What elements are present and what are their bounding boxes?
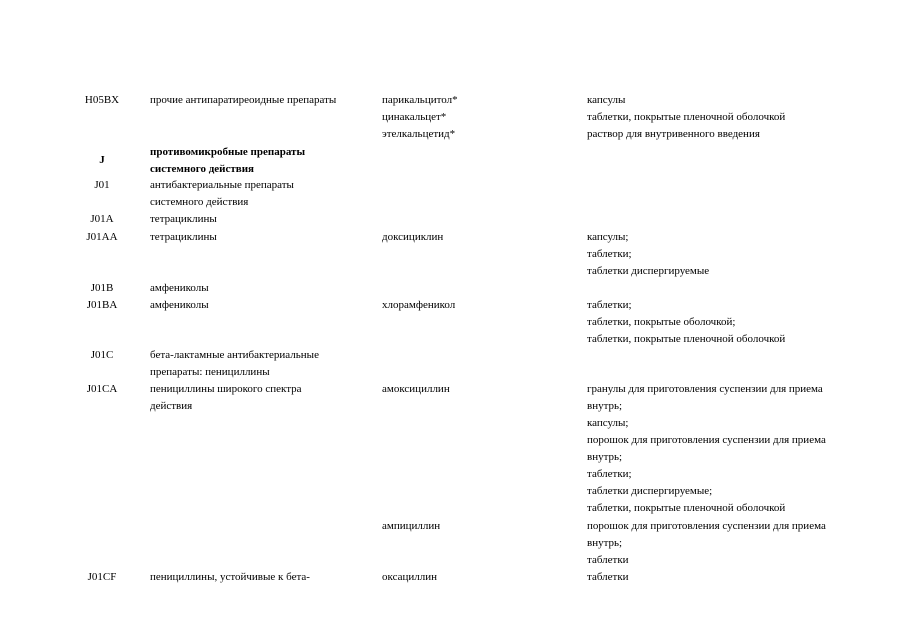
atc-code: J01C [90,349,114,361]
drug-name: этелкальцетид* [382,128,456,140]
dosage-form: таблетки, покрытые пленочной оболочкой [587,111,786,123]
drug-name: ампициллин [382,520,441,532]
group-name: прочие антипаратиреоидные препараты [150,94,337,106]
atc-code: J [99,154,105,166]
atc-code: J01 [94,179,110,191]
drug-name: хлорамфеникол [382,299,456,311]
group-name: антибактериальные препараты системного действия [150,179,294,208]
group-name: пенициллины, устойчивые к бета- [150,571,310,583]
group-name: тетрациклины [150,231,217,243]
group-name: амфениколы [150,299,209,311]
dosage-forms: гранулы для приготовления суспензии для приема внутрь; капсулы; порошок для приготовления суспензии для приема внутрь; таблетки; таблетки диспергируемые; таблетки, покрытые пленочной оболочкой [587,383,826,514]
drug-name: доксициклин [382,231,444,243]
atc-code: J01BA [86,299,118,311]
atc-code: J01A [90,213,114,225]
drug-name: оксациллин [382,571,437,583]
group-name: тетрациклины [150,213,217,225]
group-name: амфениколы [150,282,209,294]
dosage-form: капсулы [587,94,626,106]
dosage-forms: капсулы; таблетки; таблетки диспергируемые [587,231,710,277]
drug-name: амоксициллин [382,383,450,395]
atc-code: J01CF [87,571,117,583]
drug-name: парикальцитол* [382,94,458,106]
dosage-forms: таблетки; таблетки, покрытые оболочкой; таблетки, покрытые пленочной оболочкой [587,299,786,345]
group-name: пенициллины широкого спектра действия [150,383,302,412]
dosage-form: таблетки [587,571,629,583]
dosage-form: раствор для внутривенного введения [587,128,760,140]
dosage-forms: порошок для приготовления суспензии для приема внутрь; таблетки [587,520,826,566]
drug-name: цинакальцет* [382,111,447,123]
group-name: противомикробные препараты системного действия [150,146,306,175]
atc-code: H05BX [84,94,120,106]
atc-code: J01B [90,282,114,294]
group-name: бета-лактамные антибактериальные препараты: пенициллины [150,349,319,378]
atc-code: J01CA [86,383,118,395]
atc-code: J01AA [86,231,118,243]
